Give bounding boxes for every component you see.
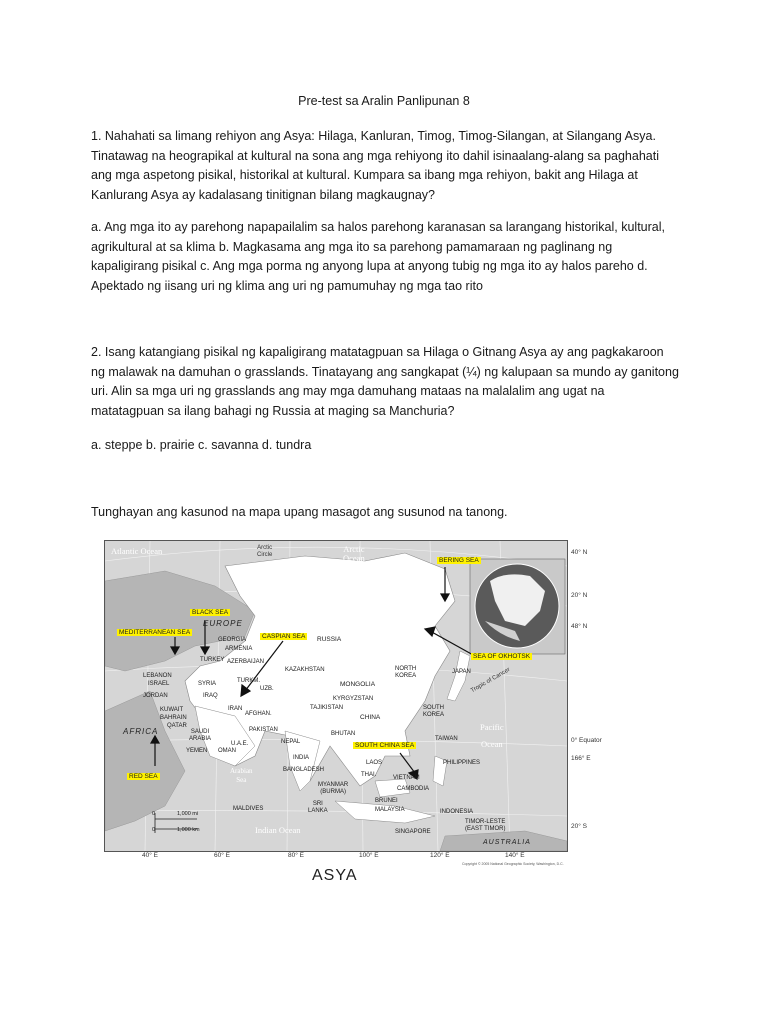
country-label: JORDAN xyxy=(143,693,168,699)
scale-km-label: 1,000 km xyxy=(177,827,200,833)
country-label: CAMBODIA xyxy=(397,786,430,792)
lat-label: 20° S xyxy=(571,823,587,830)
country-label: MONGOLIA xyxy=(340,681,376,688)
red-sea-label: RED SEA xyxy=(129,773,158,780)
country-label: NEPAL xyxy=(281,739,301,745)
country-label: AFGHAN. xyxy=(245,711,272,717)
sea-of-okhotsk-label: SEA OF OKHOTSK xyxy=(473,653,531,660)
atlantic-ocean-label: Atlantic Ocean xyxy=(111,546,163,556)
lon-label: 80° E xyxy=(288,852,304,859)
bering-sea-label: BERING SEA xyxy=(439,557,479,564)
pacific-ocean-line: Ocean xyxy=(480,739,503,749)
country-label-line: NORTH xyxy=(395,666,417,672)
lat-label: 40° N xyxy=(571,549,588,556)
country-label: IRAN xyxy=(228,706,243,712)
country-label: MALAYSIA xyxy=(375,807,405,813)
country-label-line: (BURMA) xyxy=(320,789,346,795)
australia-label: AUSTRALIA xyxy=(483,839,531,846)
country-label: BANGLADESH xyxy=(283,767,325,773)
question-1-line: Tinatawag na heograpikal at kultural na sona ang mga rehiyong ito dahil isinaalang-alang sa paghahati xyxy=(91,148,659,163)
lat-label: 0° Equator xyxy=(571,737,602,744)
map-instruction xyxy=(91,503,681,523)
europe-label: EUROPE xyxy=(203,619,243,628)
country-label: TAJIKISTAN xyxy=(310,705,344,711)
mediterranean-sea-label: MEDITERRANEAN SEA xyxy=(119,629,191,636)
country-label: LEBANON xyxy=(143,673,172,679)
lon-label: 60° E xyxy=(214,852,230,859)
pacific-ocean-line: Pacific xyxy=(480,722,504,732)
question-1 xyxy=(91,127,681,205)
country-label: QATAR xyxy=(167,723,187,729)
asia-map xyxy=(104,540,568,852)
country-label: LAOS xyxy=(366,760,383,766)
question-2 xyxy=(91,343,681,421)
country-label: KAZAKHSTAN xyxy=(285,667,325,673)
arctic-circle-line: Circle xyxy=(257,552,273,558)
pacific-ocean-label xyxy=(480,719,504,753)
country-label: PAKISTAN xyxy=(249,727,278,733)
country-label-line: KOREA xyxy=(395,673,417,679)
question-1-choice-line: Apektado ng iisang uri ng klima ang uri ng pamumuhay ng mga tao rito xyxy=(91,278,483,293)
question-1-line: Kanlurang Asya ay kadalasang tinitignan bilang magkaugnay? xyxy=(91,187,435,202)
country-label-line: MYANMAR xyxy=(318,782,349,788)
arctic-ocean-line: Arctic xyxy=(343,544,365,554)
arctic-ocean-line: Ocean xyxy=(343,553,365,563)
country-label: BRUNEI xyxy=(375,798,398,804)
map-caption: ASYA xyxy=(312,867,358,884)
country-label-line: (EAST TIMOR) xyxy=(465,826,506,832)
black-sea-label: BLACK SEA xyxy=(192,609,229,616)
country-label: AZERBAIJAN xyxy=(227,659,265,665)
country-label: MALDIVES xyxy=(233,806,264,812)
question-2-line: 2. Isang katangiang pisikal ng kapaligirang matatagpuan sa Hilaga o Gitnang Asya ay ang pagkakaroon xyxy=(91,345,664,359)
arabian-sea-line: Sea xyxy=(236,776,247,784)
country-label: OMAN xyxy=(218,748,236,754)
country-label: SINGAPORE xyxy=(395,829,431,835)
lon-label: 40° E xyxy=(142,852,158,859)
document-title: Pre-test sa Aralin Panlipunan 8 xyxy=(298,94,470,108)
arabian-sea-label xyxy=(230,767,253,785)
arctic-circle-label xyxy=(257,545,272,559)
africa-label: AFRICA xyxy=(123,727,159,736)
country-label: TURKM. xyxy=(237,678,260,684)
country-label: JAPAN xyxy=(452,669,471,675)
country-label xyxy=(308,801,328,815)
country-label xyxy=(318,782,348,796)
country-label-line: SAUDI xyxy=(190,729,210,735)
country-label: SYRIA xyxy=(198,681,217,687)
country-label: BAHRAIN xyxy=(160,715,187,721)
country-label: TURKEY xyxy=(200,657,225,663)
south-china-sea-label: SOUTH CHINA SEA xyxy=(355,742,415,749)
country-label xyxy=(395,666,416,680)
country-label: KUWAIT xyxy=(160,707,184,713)
country-label: ISRAEL xyxy=(148,681,170,687)
arctic-ocean-label xyxy=(343,545,365,563)
arctic-circle-line: Arctic xyxy=(257,545,273,551)
country-label xyxy=(465,819,505,833)
scale-zero-mi: 0 xyxy=(152,811,156,817)
indian-ocean-label: Indian Ocean xyxy=(255,825,301,835)
country-label xyxy=(189,729,211,743)
question-1-choice-line: a. Ang mga ito ay parehong napapailalim sa halos parehong karanasan sa larangang historikal, kultural, xyxy=(91,220,665,234)
lon-label: 140° E xyxy=(505,852,525,859)
question-1-choice-line: agrikultural at sa klima b. Magkasama ang mga ito sa parehong pamamaraan ng paglinang ng xyxy=(91,239,613,254)
lat-label: 166° E xyxy=(571,755,591,762)
lat-label: 20° N xyxy=(571,592,588,599)
country-label: YEMEN xyxy=(186,748,208,754)
country-label xyxy=(423,705,444,719)
globe-inset xyxy=(470,559,565,654)
question-1-choices xyxy=(91,218,681,296)
question-1-line: 1. Nahahati sa limang rehiyon ang Asya: Hilaga, Kanluran, Timog, Timog-Silangan, at Silangang Asya. xyxy=(91,129,656,143)
scale-mi-label: 1,000 mi xyxy=(177,811,199,817)
country-label: THAI. xyxy=(361,772,377,778)
country-label: CHINA xyxy=(360,714,381,721)
country-label-line: LANKA xyxy=(308,808,328,814)
map-copyright: Copyright © 2005 National Geographic Society, Washington, D.C. xyxy=(462,862,564,866)
question-1-choice-line: kapaligirang pisikal c. Ang mga porma ng anyong lupa at anyong tubig ng mga ito ay halos pareho d. xyxy=(91,259,648,274)
country-label: PHILIPPINES xyxy=(443,760,481,766)
question-2-line: ng malawak na damuhan o grasslands. Tinatayang ang sangkapat (¼) ng kalupaan sa mundo ay ganitong xyxy=(91,364,679,379)
country-label-line: SRI xyxy=(312,801,323,807)
country-label: IRAQ xyxy=(203,693,218,699)
lon-label: 100° E xyxy=(359,852,379,859)
country-label: INDIA xyxy=(293,755,310,761)
country-label: KYRGYZSTAN xyxy=(333,696,374,702)
question-1-line: ang mga aspetong pisikal, historikal at kultural. Kumpara sa ibang mga rehiyon, bakit ang Hilaga at xyxy=(91,168,638,183)
scale-zero-km: 0 xyxy=(152,827,156,833)
question-2-line: uri. Alin sa mga uri ng grasslands ang may mga damuhang mataas na malalalim ang ugat na xyxy=(91,384,605,399)
country-label: RUSSIA xyxy=(317,636,342,643)
country-label: U.A.E. xyxy=(231,741,249,747)
country-label: VIETNAM xyxy=(393,775,420,781)
country-label-line: KOREA xyxy=(423,712,445,718)
map-instruction-text: Tunghayan ang kasunod na mapa upang masagot ang susunod na tanong. xyxy=(91,505,508,519)
question-2-choices xyxy=(91,436,681,456)
question-2-choice-line: a. steppe b. prairie c. savanna d. tundra xyxy=(91,438,312,452)
country-label: ARMENIA xyxy=(225,646,253,652)
tropic-of-cancer-label: Tropic of Cancer xyxy=(470,666,512,695)
country-label-line: ARABIA xyxy=(189,736,212,742)
question-2-line: matatagpuan sa ilang bahagi ng Russia at maging sa Manchuria? xyxy=(91,403,455,418)
country-label: TAIWAN xyxy=(435,736,458,742)
country-label: UZB. xyxy=(260,686,274,692)
country-label: GEORGIA xyxy=(218,637,247,643)
country-label-line: TIMOR-LESTE xyxy=(465,819,506,825)
country-label-line: SOUTH xyxy=(423,705,444,711)
arabian-sea-line: Arabian xyxy=(230,767,253,775)
country-label: BHUTAN xyxy=(331,731,356,737)
country-label: INDONESIA xyxy=(440,809,474,815)
caspian-sea-label: CASPIAN SEA xyxy=(262,633,306,640)
lon-label: 120° E xyxy=(430,852,450,859)
lat-label: 48° N xyxy=(571,623,588,630)
